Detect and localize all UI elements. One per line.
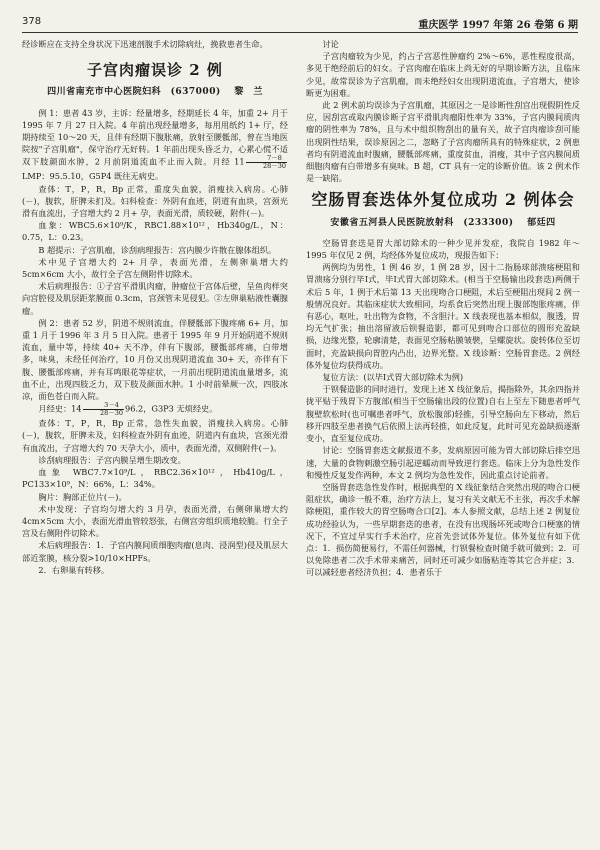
case1-history: 例 1：患者 43 岁，主诉：经量增多，经期延长 4 年，加重 2+ 月于 1995 年 7 月 27 日入院。4 年前出现经量增多，每用用纸约 1+ 厅，经期持续至 10～20 天，且伴有经期下腹胀痛，放射至腰骶部，曾在当地医院按"子宫肌瘤"，保守治疗无好转。1 年前出现头昏乏力，心累心慌不适双下肢颜面水肿，2 月前阴道流血不止而入院。月经 11 $\frac{7-8}{28-30}$ LMP：95.5.10，G5P4 既往无病史。 [22, 107, 288, 182]
author: 郁廷四 [527, 217, 556, 228]
case2-operation: 术中发现：子宫均匀增大约 3 月孕，表面光滑，右侧卵巢增大约 4cm×5cm 大小，表面光滑血管较怒张，右侧宫旁组织质地较脆。行全子宫及右侧附件切除术。 [22, 503, 288, 539]
case2-chest: 胸片：胸部正位片(－)。 [38, 491, 127, 502]
page-number: 378 [22, 16, 42, 27]
body-p4: 于钡餐造影的同时进行，发现上述 X 线征象后，揭指除外，其余四指并拢平贴于残胃下方腹部(相当于空肠输出段的位置)自右上至左下随患者呼气腹壁软松时(也可嘱患者呼气，放松腹部)轻推，引导空肠向左下移动，然后移开四肢至患者换气后依照上法再轻推，如此反复，此时可见充盈缺损逐渐变小，直至复位成功。 [306, 384, 580, 444]
case1-operation: 术中见子宫增大约 2+ 月孕，表面光滑，左侧卵巢增大约 5cm×6cm 大小，故行全子宫左侧附件切除术。 [22, 256, 288, 280]
right-column [306, 38, 580, 579]
body-p1: 空肠胃套迭是胃大部切除术的一种少见并发症，我院自 1982 年～1995 年仅见 2 例，均经体外复位成功，现报告如下： [306, 237, 580, 261]
menses-fraction: $\frac{3-4}{28-30}$ [83, 402, 124, 417]
menses-fraction: $\frac{7-8}{28-30}$ [246, 155, 287, 170]
case2-curettage: 诊刮病理报告：子宫内膜呈增生期改变。 [38, 454, 186, 465]
running-header [22, 14, 578, 33]
body-p5: 讨论：空肠胃套迭文献报道不多，发病原因可能为胃大部切除后排空迅速，大量的食物刺激空肠引起逆蠕动而导致逆行套迭。临床上分为急性发作和慢性反复发作两种，本文 2 例均为急性发作，因此重点讨论前者。 [306, 445, 580, 480]
case1-lab: 血象：WBC5.6×10⁹/K，RBC1.88×10¹²，Hb340g/L，N：0.75，L：0.23。 [22, 220, 288, 243]
case1-pathology: 术后病理报告：①子宫平滑肌肉瘤，肿瘤位于宫体后壁，呈鱼肉样突向宫腔侵及肌层距浆膜面 0.3cm，宫颈管未见侵犯。②左卵巢粘液性囊腺瘤。 [22, 281, 288, 316]
byline-sarcoma [22, 86, 288, 98]
case1-exam: 查体：T，P，R，Bp 正常，重度失血貌，消瘦扶入病房。心肺(－)，腹软，肝脾未扪及。妇科检查：外阴有血迹，阴道有血块，宫颈光滑有血流出，子宫增大约 2 月+ 孕，表面光滑，质较硬，附件(－)。 [22, 183, 288, 219]
intro-text: 经诊断应在支持全身状况下迅速剖腹手术切除病灶，挽救患者生命。 [22, 39, 268, 49]
byline-intussusception [306, 217, 580, 229]
author: 黎 兰 [234, 87, 263, 98]
body-p3: 复位方法：(以毕Ⅰ式胃大部切除术为例) [322, 372, 464, 383]
affiliation: 安徽省五河县人民医院放射科 (233300) [330, 217, 514, 228]
article-title-intussusception: 空肠胃套迭体外复位成功 2 例体会 [311, 190, 575, 210]
case2-history: 例 2：患者 52 岁，阴道不规则流血，伴腰骶部下腹疼痛 6+ 月，加重 1 月于 1996 年 3 月 5 日入院。患者于 1995 年 9 月开始阴道不规则流血，量中等，持续 40+ 天不净，伴有下腹部，腰骶部疼痛，白带增多，味臭，未经任何治疗，10 月份又出现阴道流血 30+ 天，亦伴有下腹、腰骶部疼痛，并有耳鸣眼花等症状，一月前出现阴道流血量增多，流血不止，出现四肢乏力，双下肢及颜面水肿。1 小时前晕厥一次，四肢冰凉，面色苍白而入院。 [22, 317, 288, 402]
discussion-heading: 讨论 [322, 39, 339, 49]
case2-lab: 血象 WBC7.7×10⁹/L，RBC2.36×10¹²，Hb410g/L，PC133×10⁹，N：66%，L：34%。 [22, 467, 288, 490]
case2-menses: 月经史：14 $\frac{3-4}{28-30}$ 96.2，G3P3 无烦经史。 [38, 401, 218, 418]
case2-exam: 查体：T，P，R，Bp 正常，急性失血貌，消瘦扶入病房。心肺(－)，腹软，肝脾未及，妇科检查外阴有血迹，阴道内有血块，宫颈光滑有血流出，子宫增大约 70 天孕大小，质中，表面光滑，双侧附件(－)。 [22, 418, 288, 453]
discussion-p2: 此 2 例术前均误诊为子宫肌瘤，其原因之一是诊断性刮宫出现假阴性反应，因刮宫或取内膜诊断子宫平滑肌肉瘤阳性率为 33%，子宫内膜间质肉瘤的阴性率为 78%，且与术中组织物刮出的量有关，故子宫肉瘤诊刮可能出现阴性结果，误诊原因之二，忽略了子宫肉瘤所具有的特殊症状，2 例患者均有阴道流血时腹痛，腰骶部疼痛，重度贫血，消瘦，其中子宫内膜间质细胞肉瘤有白带增多有臭味。B 超，CT 具有一定的诊断价值。该 2 例术作是一缺陷。 [306, 100, 580, 184]
case2-pathology: 术后病理报告：1．子宫内膜间质细胞肉瘤(息肉、浸润型)侵及肌层大部近浆膜，核分裂>10/10×HPFs。 [22, 540, 288, 563]
affiliation: 四川省南充市中心医院妇科 (637000) [47, 87, 221, 98]
body-p6: 空肠胃套迭急性发作时，根据典型的 X 线征象结合突然出现的吻合口梗阻症状，确诊一般不难，治疗方法上，复习有关文献无不主张，再次手术解除梗阻，重作较大的胃空肠吻合口[2]。本人参照文献，总结上述 2 例复位成功经验认为，一些早期套迭的患者，在没有出现肠坏死或吻合口梗塞的情况下，不宜过早实行手术治疗，应首先尝试体外复位。体外复位有如下优点：1．损伤简便易行，不需任何器械，行钡餐检查时随手就可做到；2．可以免除患者二次手术带来痛苦，同时还可减少如肠粘连等其它合并症；3．可以减轻患者经济负担；4．患者乐于 [306, 481, 580, 578]
journal-title: 重庆医学 1997 年第 26 卷第 6 期 [418, 20, 578, 31]
left-column [22, 38, 288, 576]
case2-ovary: 2．右卵巢有转移。 [38, 564, 110, 575]
case1-ultrasound: B 超提示：子宫肌瘤，诊刮病理报告：宫内膜少许散在腺体组织。 [38, 244, 277, 255]
discussion-p1: 子宫肉瘤较为少见，约占子宫恶性肿瘤约 2%～6%，恶性程度很高，多见于绝经前后的妇女。子宫肉瘤在临床上尚无好的早期诊断方法，且临床少见，故常误诊为子宫肌瘤，而未绝经妇女出现阴道流血，子宫增大，使诊断更为困难。 [306, 51, 580, 98]
article-title-sarcoma: 子宫肉瘤误诊 2 例 [87, 61, 223, 80]
body-p2: 两例均为男性，1 例 46 岁，1 例 28 岁，因十二指肠球部溃疡梗阻和胃溃疡分别行毕Ⅰ式，毕Ⅰ式胃大部切除术。(相当于空肠输出段套迭)两侧于术后 5 年，1 例于术后第 13 天出现吻合口梗阻，术后至梗阻出现间 2 例一般情况良好。其临床症状大致相同，均系食后突然出现上腹部饱胀疼痛，伴有恶心，呕吐，吐出物为食物，不含胆汁。X 线表现也基本相似，腹透，胃均无气扩张；抽出溶留液后钡餐造影，都可见到吻合口部位的圆形充盈缺损，边缘光整，轮廓清楚，表面见空肠粘膜皱襞，呈螺旋状。旋转体位至切面时，充盈缺损向胃腔内凸出，边界光整。X 线诊断：空肠胃套迭。2 例经体外复位均获得成功。 [306, 262, 580, 370]
